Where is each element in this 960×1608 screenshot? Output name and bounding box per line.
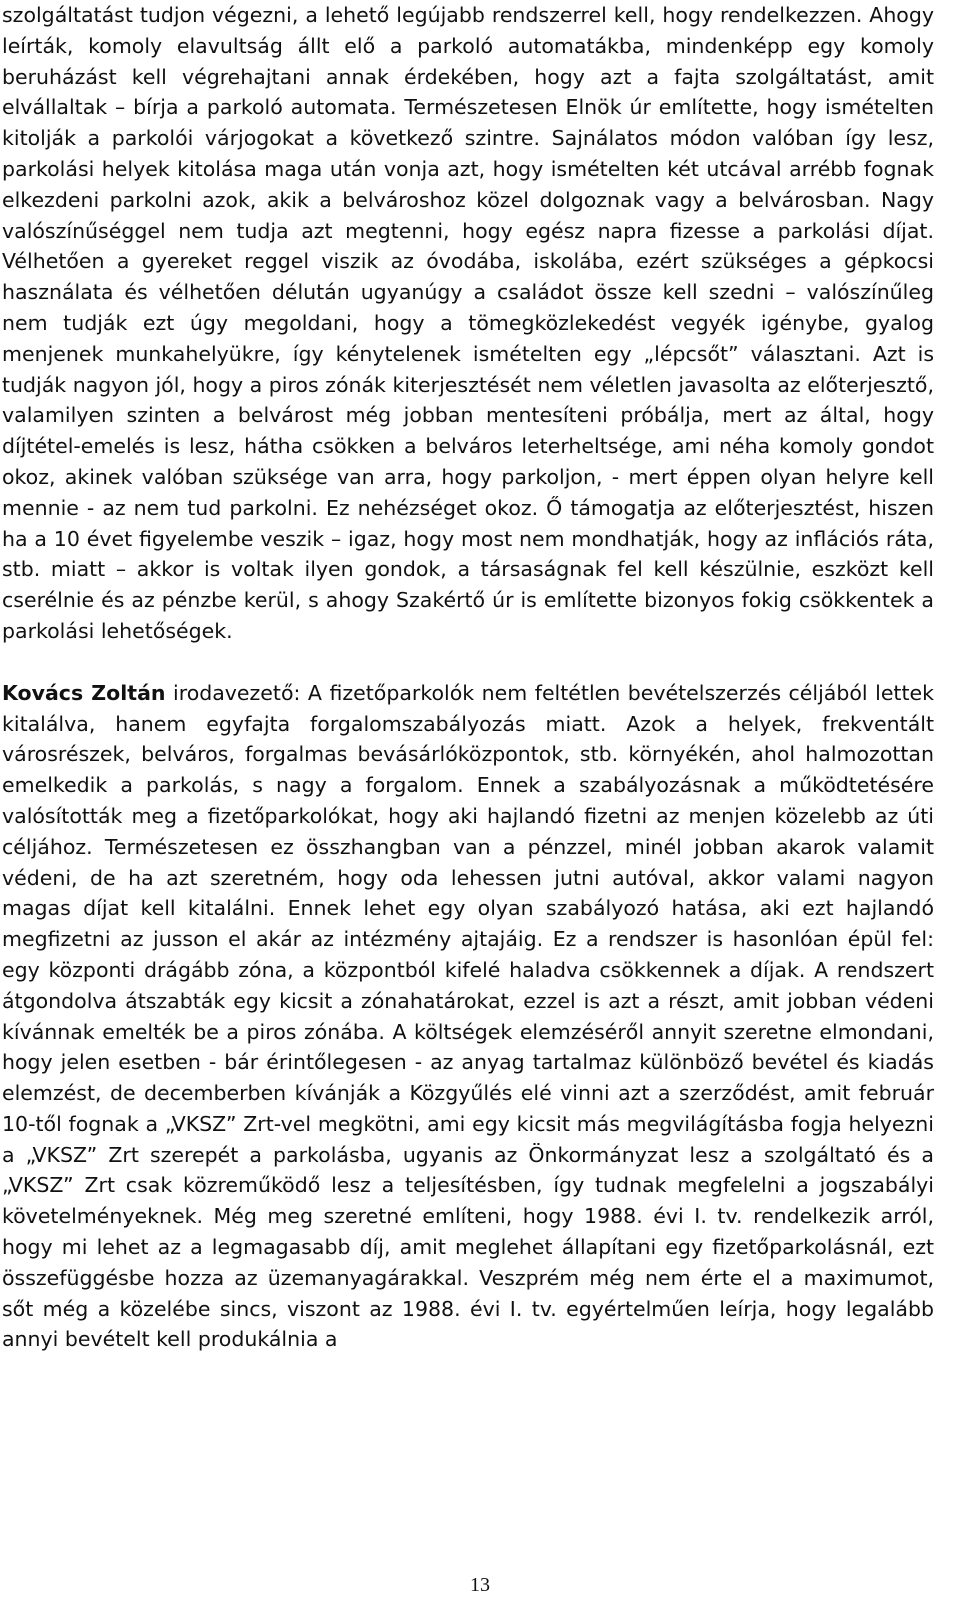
- document-body: [2, 0, 934, 1355]
- paragraph-kovacs-zoltan: [2, 678, 934, 1356]
- speaker-statement: irodavezető: A fizetőparkolók nem feltétlen bevételszerzés céljából lettek kitalálva, hanem egyfajta forgalomszabályozás miatt. Azok a helyek, frekventált városrészek, belváros, forgalmas bevásárlóközpontok, stb. környékén, ahol halmozottan emelkedik a parkolás, s nagy a forgalom. Ennek a szabályozásnak a működtetésére valósították meg a fizetőparkolókat, hogy aki hajlandó fizetni az menjen közelebb az úti céljához. Természetesen ez összhangban van a pénzzel, minél jobban akarok valamit védeni, de ha azt szeretném, hogy oda lehessen jutni autóval, akkor valami nagyon magas díjat kell kitalálni. Ennek lehet egy olyan szabályozó hatása, aki ezt hajlandó megfizetni az jusson el akár az intézmény ajtajáig. Ez a rendszer is hasonlóan épül fel: egy központi drágább zóna, a központból kifelé haladva csökkennek a díjak. A rendszert átgondolva átszabták egy kicsit a zónahatárokat, ezzel is azt a részt, amit jobban védeni kívánnak emelték be a piros zónába. A költségek elemzéséről annyit szeretne elmondani, hogy jelen esetben - bár érintőlegesen - az anyag tartalmaz különböző bevétel és kiadás elemzést, de decemberben kívánják a Közgyűlés elé vinni azt a szerződést, amit február 10-től fognak a „VKSZ” Zrt-vel megkötni, ami egy kicsit más megvilágításba fogja helyezni a „VKSZ” Zrt szerepét a parkolásba, ugyanis az Önkormányzat lesz a szolgáltató és a „VKSZ” Zrt csak közreműködő lesz a teljesítésben, így tudnak megfelelni a jogszabályi követelményeknek. Még meg szeretné említeni, hogy 1988. évi I. tv. rendelkezik arról, hogy mi lehet az a legmagasabb díj, amit meglehet állapítani egy fizetőparkolásnál, ezt összefüggésbe hozza az üzemanyagárakkal. Veszprém még nem érte el a maximumot, sőt még a közelébe sincs, viszont az 1988. évi I. tv. egyértelműen leírja, hogy legalább annyi bevételt kell produkálnia a: [2, 680, 934, 1352]
- paragraph-continued: szolgáltatást tudjon végezni, a lehető legújabb rendszerrel kell, hogy rendelkezzen. Ahogy leírták, komoly elavultság állt elő a parkoló automatákba, mindenképp egy komoly beruházást kell végrehajtani annak érdekében, hogy azt a fajta szolgáltatást, amit elvállaltak – bírja a parkoló automata. Természetesen Elnök úr említette, hogy ismételten kitolják a parkolói várjogokat a következő szintre. Sajnálatos módon valóban így lesz, parkolási helyek kitolása maga után vonja azt, hogy ismételten két utcával arrébb fognak elkezdeni parkolni azok, akik a belvároshoz közel dolgoznak vagy a belvárosban. Nagy valószínűséggel nem tudja azt megtenni, hogy egész napra fizesse a parkolási díjat. Vélhetően a gyereket reggel viszik az óvodába, iskolába, ezért szükséges a gépkocsi használata és vélhetően délután ugyanúgy a családot össze kell szedni – valószínűleg nem tudják ezt úgy megoldani, hogy a tömegközlekedést vegyék igénybe, gyalog menjenek munkahelyükre, így kénytelenek ismételten egy „lépcsőt” választani. Azt is tudják nagyon jól, hogy a piros zónák kiterjesztését nem véletlen javasolta az előterjesztő, valamilyen szinten a belvárost még jobban mentesíteni próbálja, mert az által, hogy díjtétel-emelés is lesz, hátha csökken a belváros leterheltsége, ami néha komoly gondot okoz, akinek valóban szüksége van arra, hogy parkoljon, - mert éppen olyan helyre kell mennie - az nem tud parkolni. Ez nehézséget okoz. Ő támogatja az előterjesztést, hiszen ha a 10 évet figyelembe veszik – igaz, hogy most nem mondhatják, hogy az inflációs ráta, stb. miatt – akkor is voltak ilyen gondok, a társaságnak fel kell készülnie, eszközt kell cserélnie és az pénzbe kerül, s ahogy Szakértő úr is említette bizonyos fokig csökkentek a parkolási lehetőségek.: [2, 3, 934, 643]
- page-number: 13: [470, 1574, 490, 1596]
- speaker-name: Kovács Zoltán: [2, 680, 166, 705]
